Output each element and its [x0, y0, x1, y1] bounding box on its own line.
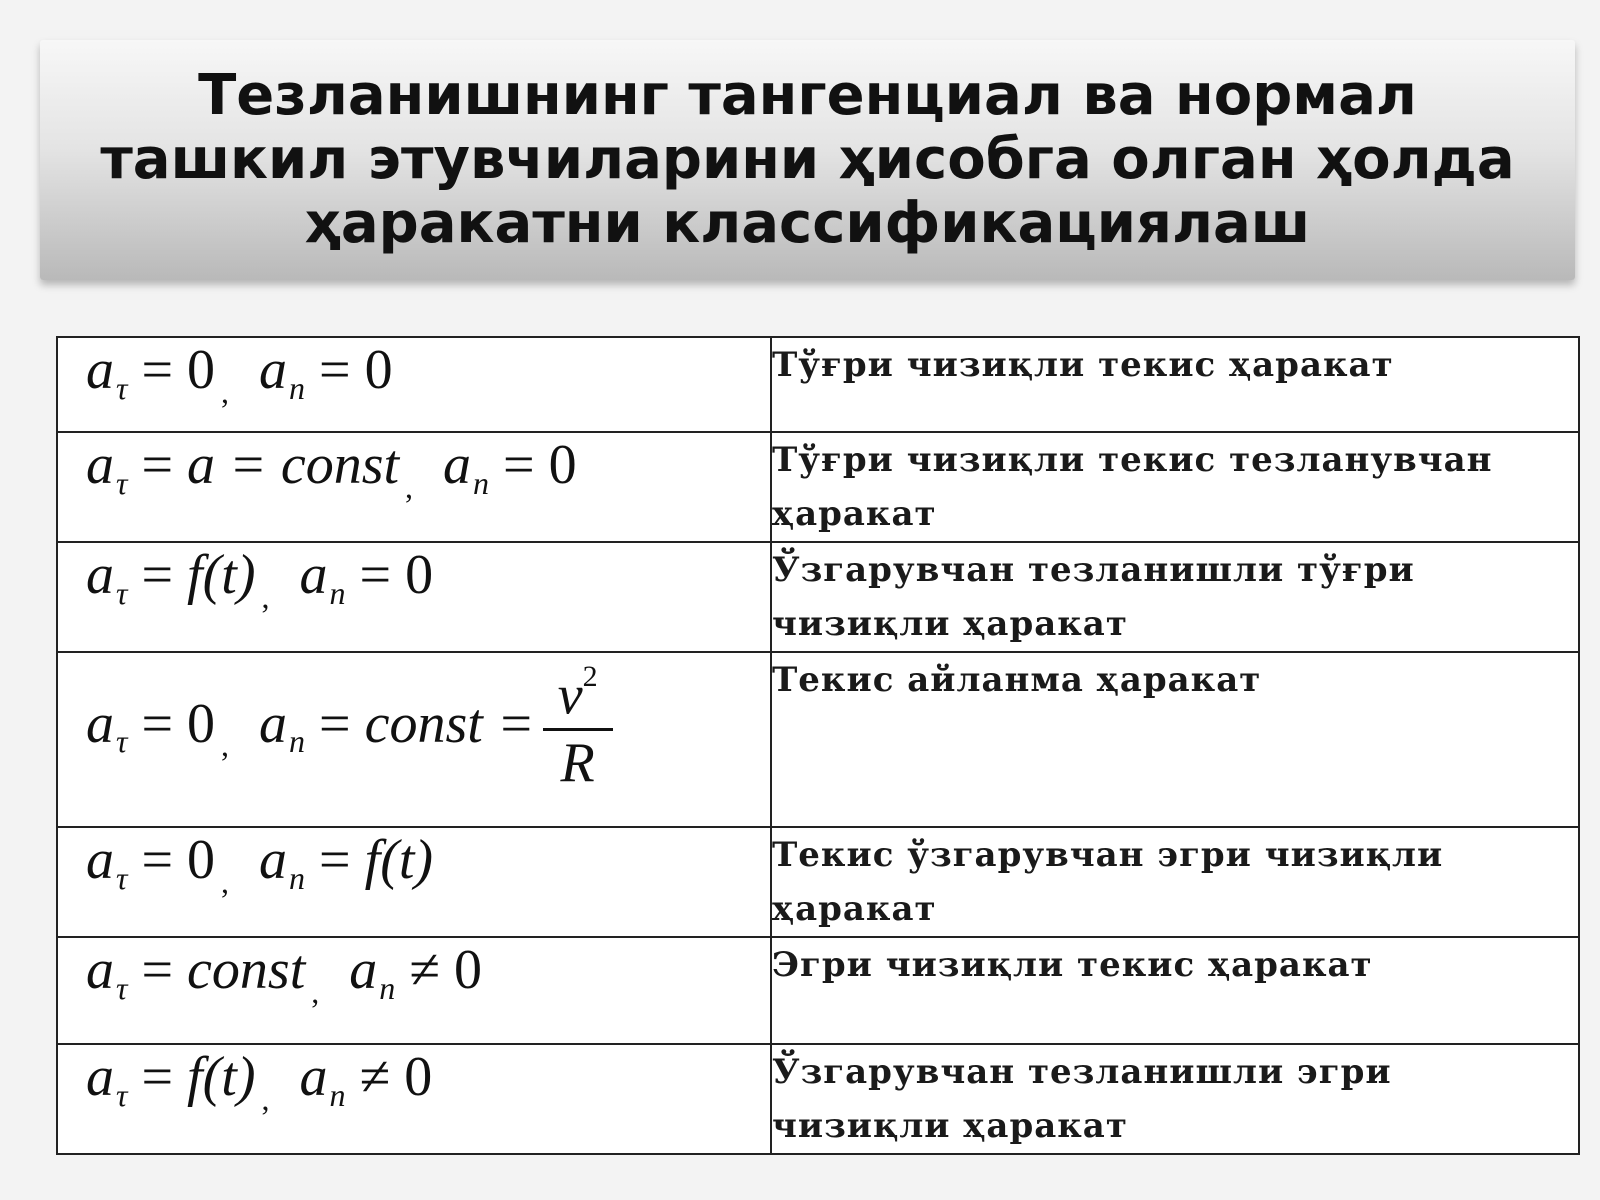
formula-symbol: a: [349, 939, 378, 1001]
table-row: [57, 937, 1579, 1044]
formula-subscript: τ: [116, 723, 128, 760]
motion-description: Тўғри чизиқли текис тезланувчан ҳаракат: [772, 440, 1493, 534]
formula-subscript: τ: [116, 969, 128, 1006]
description-cell: [771, 652, 1579, 827]
formula-symbol: a: [259, 692, 288, 755]
formula-operator: =: [141, 1046, 174, 1108]
formula: [58, 828, 770, 900]
fraction: [543, 653, 613, 795]
exponent: 2: [582, 660, 598, 693]
formula-comma: ,: [221, 373, 230, 410]
formula-operator: =: [359, 544, 392, 606]
formula: [58, 653, 770, 795]
formula-symbol: a: [443, 434, 472, 496]
title-banner: [40, 40, 1575, 280]
formula-operator: =: [141, 544, 174, 606]
formula-symbol: a: [86, 544, 114, 606]
fraction-numerator: [550, 653, 606, 728]
formula-operator: =: [141, 829, 174, 891]
description-cell: [771, 337, 1579, 432]
formula: [58, 938, 770, 1010]
formula-subscript: τ: [116, 574, 128, 611]
motion-description: Текис ўзгарувчан эгри чизиқли ҳаракат: [772, 835, 1444, 929]
formula: [58, 338, 770, 410]
formula-operator: =: [141, 434, 174, 496]
motion-description: Ўзгарувчан тезланишли тўғри чизиқли ҳаракат: [772, 550, 1415, 644]
formula-comma: ,: [221, 863, 230, 900]
formula-subscript: n: [289, 723, 306, 760]
formula-symbol: a: [259, 339, 288, 401]
formula-value: f(t): [187, 1046, 256, 1108]
formula-operator: ≠: [409, 939, 440, 1001]
motion-description: Текис айланма ҳаракат: [772, 660, 1262, 700]
table-row: [57, 827, 1579, 937]
formula-symbol: a: [86, 692, 114, 755]
formula-cell: [57, 1044, 771, 1154]
formula-comma: ,: [261, 1080, 270, 1117]
formula-value: 0: [454, 939, 482, 1001]
formula-subscript: n: [379, 969, 396, 1006]
formula-subscript: n: [329, 1076, 346, 1113]
formula-value: 0: [187, 339, 216, 401]
formula-operator: =: [141, 339, 174, 401]
formula-comma: ,: [405, 468, 414, 505]
title-line-3: ҳаракатни классификациялаш: [304, 191, 1311, 256]
formula-cell: [57, 432, 771, 542]
table-row: [57, 432, 1579, 542]
formula-symbol: a: [86, 939, 114, 1001]
formula-operator: =: [319, 829, 351, 891]
table-row: [57, 1044, 1579, 1154]
formula-cell: [57, 937, 771, 1044]
formula-symbol: a: [86, 829, 114, 891]
formula-operator: =: [319, 692, 351, 755]
formula-value: const =: [364, 692, 535, 755]
formula-value: f(t): [187, 544, 256, 606]
formula-subscript: τ: [116, 859, 128, 896]
formula-comma: ,: [261, 578, 270, 615]
title-line-2: ташкил этувчиларини ҳисобга олган ҳолда: [100, 127, 1515, 192]
formula-subscript: n: [289, 859, 306, 896]
description-cell: [771, 542, 1579, 652]
formula-value: 0: [404, 1046, 433, 1108]
formula-operator: =: [319, 339, 351, 401]
description-cell: [771, 432, 1579, 542]
table-row: [57, 652, 1579, 827]
formula-cell: [57, 827, 771, 937]
formula-value: const: [187, 939, 306, 1001]
motion-description: Эгри чизиқли текис ҳаракат: [772, 945, 1373, 985]
motion-description: Ўзгарувчан тезланишли эгри чизиқли ҳаракат: [772, 1052, 1392, 1146]
formula-value: f(t): [364, 829, 434, 891]
formula-value: 0: [548, 434, 577, 496]
formula-subscript: τ: [116, 464, 128, 501]
title-line-1: Тезланишнинг тангенциал ва нормал: [198, 63, 1417, 128]
formula-subscript: τ: [116, 369, 128, 406]
formula-value: 0: [187, 692, 216, 755]
formula-operator: =: [503, 434, 535, 496]
formula: [58, 543, 770, 615]
formula-operator: ≠: [359, 1046, 391, 1108]
formula-operator: =: [141, 692, 174, 755]
description-cell: [771, 1044, 1579, 1154]
formula: [58, 433, 770, 505]
description-cell: [771, 937, 1579, 1044]
formula-symbol: a: [259, 829, 288, 891]
formula-symbol: a: [299, 544, 328, 606]
formula-cell: [57, 542, 771, 652]
description-cell: [771, 827, 1579, 937]
fraction-denominator: R: [560, 731, 595, 794]
formula-symbol: a: [86, 434, 114, 496]
formula-value: 0: [187, 829, 216, 891]
formula: [58, 1045, 770, 1117]
formula-operator: =: [141, 939, 174, 1001]
formula-subscript: n: [289, 369, 306, 406]
formula-value: 0: [405, 544, 434, 606]
table-row: [57, 337, 1579, 432]
formula-comma: ,: [221, 727, 230, 764]
formula-symbol: a: [86, 1046, 114, 1108]
motion-description: Тўғри чизиқли текис ҳаракат: [772, 345, 1394, 385]
formula-value: a = const: [187, 434, 400, 496]
formula-symbol: a: [299, 1046, 328, 1108]
motion-classification-table: [56, 336, 1580, 1155]
formula-subscript: n: [329, 574, 346, 611]
formula-subscript: n: [473, 464, 490, 501]
table-row: [57, 542, 1579, 652]
formula-symbol: a: [86, 339, 114, 401]
formula-value: 0: [364, 339, 393, 401]
formula-cell: [57, 337, 771, 432]
formula-comma: ,: [311, 973, 320, 1010]
formula-cell: [57, 652, 771, 827]
velocity-symbol: v: [557, 664, 583, 727]
formula-subscript: τ: [116, 1076, 128, 1113]
